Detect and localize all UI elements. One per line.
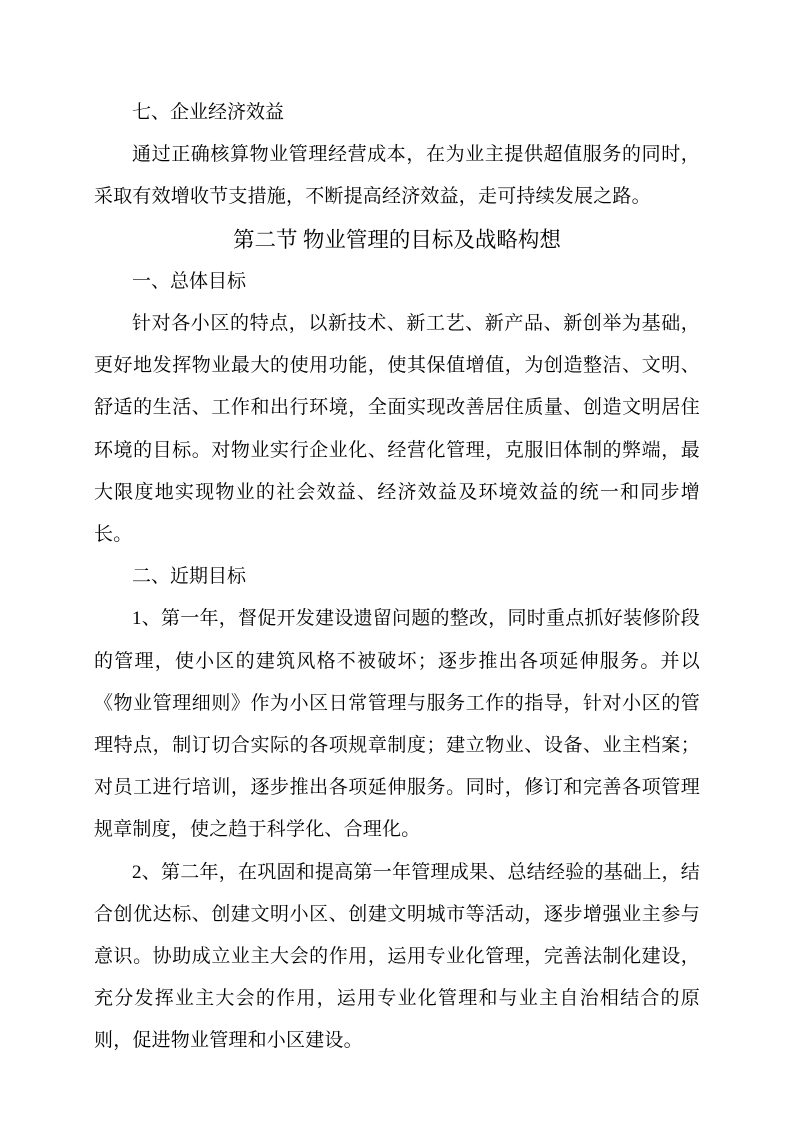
paragraph-overall-goal: 针对各小区的特点，以新技术、新工艺、新产品、新创举为基础，更好地发挥物业最大的使用功能，使其保值增值，为创造整洁、文明、舒适的生活、工作和出行环境，全面实现改善居住质量、创造文明居住环境的目标。对物业实行企业化、经营化管理，克服旧体制的弊端，最大限度地实现物业的社会效益、经济效益及环境效益的统一和同步增长。 bbox=[94, 313, 700, 546]
paragraph-second-year-goal: 2、第二年，在巩固和提高第一年管理成果、总结经验的基础上，结合创优达标、创建文明小区、创建文明城市等活动，逐步增强业主参与意识。协助成立业主大会的作用，运用专业化管理，完善法制化建设，充分发挥业主大会的作用，运用专业化管理和与业主自治相结合的原则，促进物业管理和小区建设。 bbox=[94, 861, 700, 1052]
subheading-near-term-goal: 二、近期目标 bbox=[132, 566, 247, 588]
paragraph-economic-benefit: 通过正确核算物业管理经营成本，在为业主提供超值服务的同时，采取有效增收节支措施，不断提高经济效益，走可持续发展之路。 bbox=[94, 144, 700, 208]
chapter-title-property-management-goals: 第二节 物业管理的目标及战略构想 bbox=[233, 227, 561, 252]
subheading-overall-goal: 一、总体目标 bbox=[132, 270, 247, 292]
paragraph-first-year-goal: 1、第一年，督促开发建设遗留问题的整改，同时重点抓好装修阶段的管理，使小区的建筑风格不被破坏；逐步推出各项延伸服务。并以《物业管理细则》作为小区日常管理与服务工作的指导，针对小区的管理特点，制订切合实际的各项规章制度；建立物业、设备、业主档案；对员工进行培训，逐步推出各项延伸服务。同时，修订和完善各项管理规章制度，使之趋于科学化、合理化。 bbox=[94, 608, 700, 841]
section-heading-enterprise-economic-benefit: 七、企业经济效益 bbox=[132, 102, 285, 123]
